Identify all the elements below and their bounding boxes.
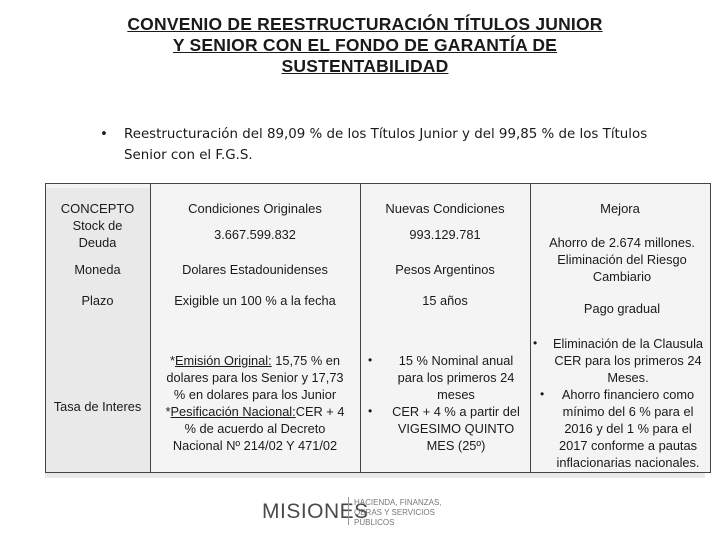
tasa-originales-line-5: % de acuerdo al Decreto (184, 421, 326, 436)
pesificacion-rate: CER + 4 (295, 404, 345, 419)
mejora-stock-line-2: Eliminación del Riesgo (557, 252, 687, 267)
tasa-nuevas-line-4: CER + 4 % a partir del (392, 404, 520, 419)
tasa-originales-line-4 (150, 403, 360, 420)
plazo-nuevas: 15 años (422, 293, 468, 308)
logo-subtitle (354, 498, 464, 528)
tasa-mejora (540, 335, 716, 471)
tasa-originales-line-3: % en dolares para los Junior (173, 387, 337, 402)
mejora-bullet-2: • (540, 387, 545, 401)
header-concepto: CONCEPTO (60, 201, 135, 216)
tasa-originales-line-1 (150, 352, 360, 369)
tasa-mejora-line-6: 2016 y del 1 % para el (564, 421, 692, 436)
logo-wordmark: MISIONES (262, 500, 369, 523)
moneda-nuevas: Pesos Argentinos (395, 262, 495, 277)
intro-line-1: Reestructuración del 89,09 % de los Títulos Junior y del 99,85 % de los Títulos (124, 127, 648, 142)
stock-label-line-2: Deuda (78, 235, 117, 250)
tasa-originales-line-2: dolares para los Senior y 17,73 (166, 370, 344, 385)
row-label-plazo: Plazo (81, 293, 114, 308)
mejora-bullet-1: • (533, 336, 538, 350)
tasa-nuevas-line-6: MES (25º) (426, 438, 486, 453)
title-line-1: CONVENIO DE REESTRUCTURACIÓN TÍTULOS JUNIOR (127, 14, 603, 34)
tasa-mejora-line-8: inflacionarias nacionales. (556, 455, 700, 470)
row-label-moneda: Moneda (74, 262, 121, 277)
stock-nuevas: 993.129.781 (409, 227, 481, 242)
asterisk: * (169, 353, 175, 368)
plazo-originales: Exigible un 100 % a la fecha (174, 293, 336, 308)
nuevas-bullet-2: • (368, 404, 373, 418)
mejora-stock-line-1: Ahorro de 2.674 millones. (549, 235, 695, 250)
tasa-nuevas-line-3: meses (437, 387, 475, 402)
row-label-stock-deuda (45, 217, 150, 251)
emision-original-label: Emisión Original: (174, 353, 272, 368)
tasa-nuevas (376, 352, 536, 454)
tasa-mejora-line-1: Eliminación de la Clausula (552, 336, 704, 351)
tasa-nuevas-line-1: 15 % Nominal anual (398, 353, 514, 368)
logo-subtitle-line-2: OBRAS Y SERVICIOS PÚBLICOS (354, 508, 435, 527)
logo-separator (348, 497, 349, 525)
emision-original-rate: 15,75 % en (271, 353, 341, 368)
misiones-logo (262, 495, 462, 529)
tasa-originales-line-6: Nacional Nº 214/02 Y 471/02 (172, 438, 338, 453)
plazo-mejora: Pago gradual (583, 301, 661, 316)
header-condiciones-originales: Condiciones Originales (188, 201, 322, 216)
asterisk: * (165, 404, 171, 419)
pesificacion-label: Pesificación Nacional: (170, 404, 296, 419)
title-line-2: Y SENIOR CON EL FONDO DE GARANTÍA DE (172, 35, 558, 55)
moneda-originales: Dolares Estadounidenses (182, 262, 328, 277)
table-border-bottom (45, 472, 711, 473)
mejora-stock-line-3: Cambiario (592, 269, 652, 284)
row-label-tasa-interes: Tasa de Interes (53, 399, 142, 414)
tasa-nuevas-line-2: para los primeros 24 (397, 370, 515, 385)
stock-label-line-1: Stock de (72, 218, 123, 233)
tasa-mejora-line-3: Meses. (607, 370, 649, 385)
bullet-marker: • (100, 127, 108, 142)
tasa-mejora-line-5: mínimo del 6 % para el (562, 404, 694, 419)
nuevas-bullet-1: • (368, 353, 373, 367)
mejora-stock (530, 234, 714, 285)
tasa-mejora-line-4: Ahorro financiero como (561, 387, 695, 402)
title-line-3: SUSTENTABILIDAD (281, 56, 449, 76)
page-title (40, 14, 690, 77)
header-nuevas-condiciones: Nuevas Condiciones (385, 201, 505, 216)
tasa-mejora-line-2: CER para los primeros 24 (554, 353, 702, 368)
tasa-mejora-line-7: 2017 conforme a pautas (558, 438, 698, 453)
logo-subtitle-line-1: HACIENDA, FINANZAS, (354, 498, 442, 507)
intro-line-2: Senior con el F.G.S. (124, 148, 253, 163)
table-border-top (45, 183, 711, 184)
stock-originales: 3.667.599.832 (214, 227, 296, 242)
tasa-originales (150, 352, 360, 454)
header-mejora: Mejora (600, 201, 640, 216)
tasa-nuevas-line-5: VIGESIMO QUINTO (397, 421, 515, 436)
